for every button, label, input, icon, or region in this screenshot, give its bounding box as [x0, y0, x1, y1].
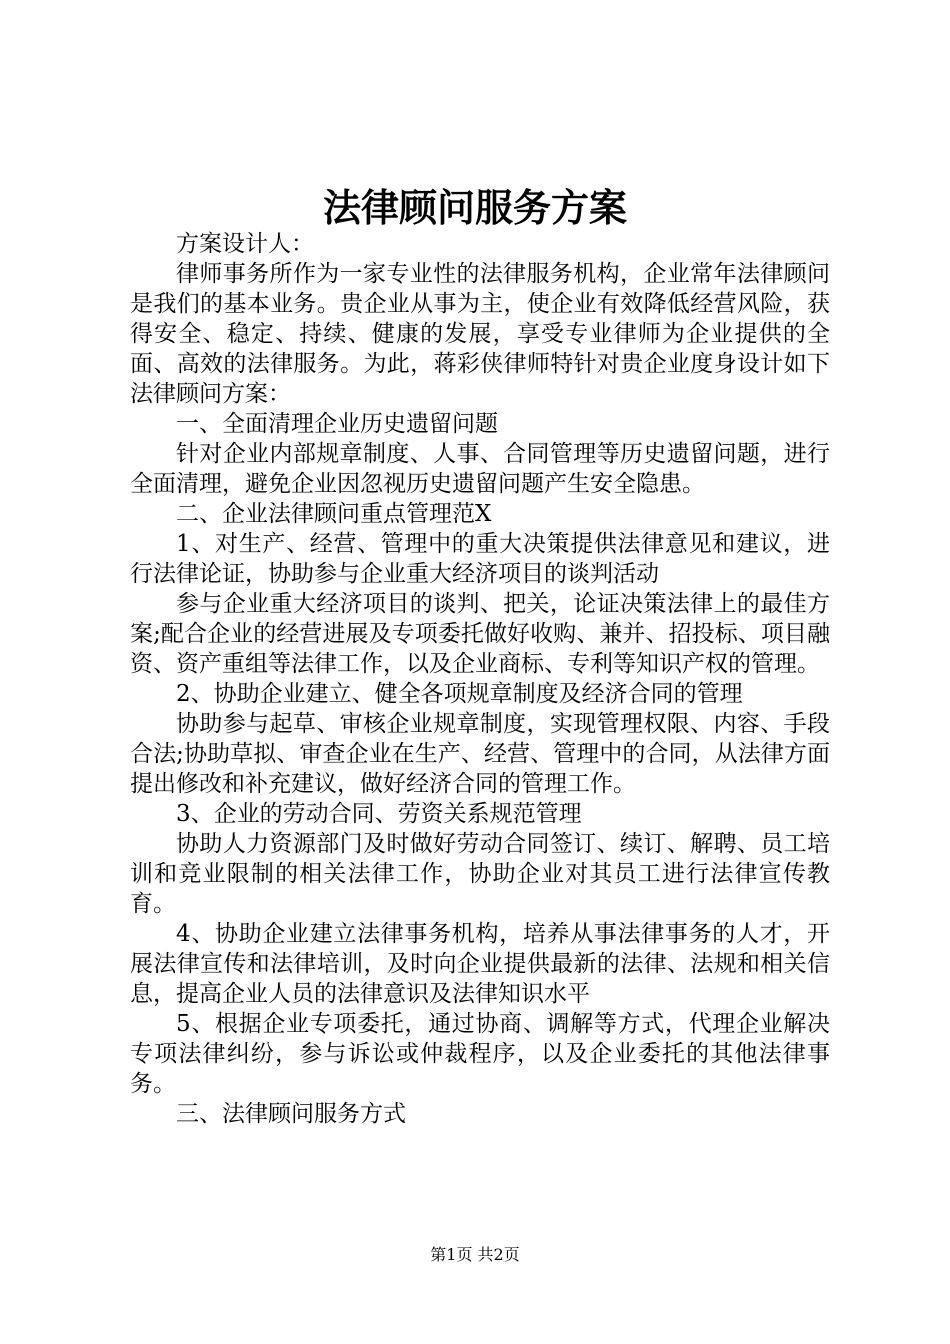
document-body — [130, 229, 830, 1129]
section-heading-2: 二、企业法律顾问重点管理范X — [176, 501, 492, 527]
list-item-2: 2、协助企业建立、健全各项规章制度及经济合同的管理 — [176, 681, 743, 707]
paragraph-item-1-detail: 参与企业重大经济项目的谈判、把关，论证决策法律上的最佳方案;配合企业的经营进展及专项委托做好收购、兼并、招投标、项目融资、资产重组等法律工作，以及企业商标、专利等知识产权的管理。 — [130, 591, 830, 677]
section-heading-1: 一、全面清理企业历史遗留问题 — [176, 411, 498, 437]
list-item-5: 5、根据企业专项委托，通过协商、调解等方式，代理企业解决专项法律纠纷，参与诉讼或仲裁程序，以及企业委托的其他法律事务。 — [130, 1011, 830, 1097]
list-item-4: 4、协助企业建立法律事务机构，培养从事法律事务的人才，开展法律宣传和法律培训，及时向企业提供最新的法律、法规和相关信息，提高企业人员的法律意识及法律知识水平 — [130, 921, 830, 1007]
list-item-1: 1、对生产、经营、管理中的重大决策提供法律意见和建议，进行法律论证，协助参与企业重大经济项目的谈判活动 — [130, 531, 830, 587]
paragraph-designer: 方案设计人： — [176, 231, 314, 257]
list-item-3: 3、企业的劳动合同、劳资关系规范管理 — [176, 801, 582, 827]
paragraph-item-3-detail: 协助人力资源部门及时做好劳动合同签订、续订、解聘、员工培训和竞业限制的相关法律工作，协助企业对其员工进行法律宣传教育。 — [130, 831, 830, 917]
section-heading-3: 三、法律顾问服务方式 — [176, 1101, 406, 1127]
paragraph-intro: 律师事务所作为一家专业性的法律服务机构，企业常年法律顾问是我们的基本业务。贵企业从事为主，使企业有效降低经营风险，获得安全、稳定、持续、健康的发展，享受专业律师为企业提供的全面、高效的法律服务。为此，蒋彩侠律师特针对贵企业度身设计如下法律顾问方案： — [130, 261, 830, 407]
document-title: 法律顾问服务方案 — [322, 185, 627, 230]
paragraph-item-2-detail: 协助参与起草、审核企业规章制度，实现管理权限、内容、手段合法;协助草拟、审查企业在生产、经营、管理中的合同，从法律方面提出修改和补充建议，做好经济合同的管理工作。 — [130, 711, 830, 797]
page-footer: 第1页 共2页 — [430, 1245, 520, 1264]
paragraph-section-1: 针对企业内部规章制度、人事、合同管理等历史遗留问题，进行全面清理，避免企业因忽视历史遗留问题产生安全隐患。 — [130, 441, 830, 497]
